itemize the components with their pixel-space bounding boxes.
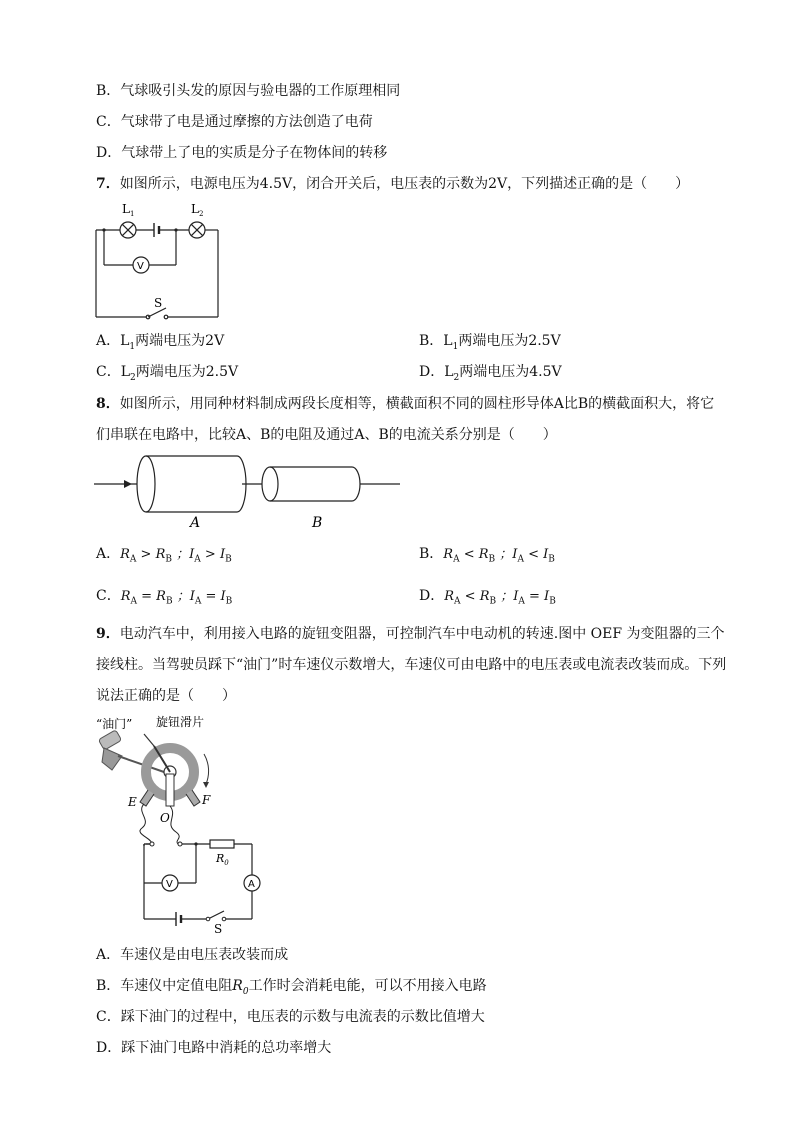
rotary-rheostat-icon: [140, 734, 209, 806]
q9-label-pedal: “油门”: [96, 717, 133, 731]
q9-label-slider: 旋钮滑片: [156, 715, 205, 729]
q9-stem-line-2: 接线柱。当驾驶员踩下“油门”时车速仪示数增大，车速仪可由电路中的电压表或电流表改装而成。下列: [96, 657, 727, 673]
q7-stem-text: 如图所示，电源电压为4.5V，闭合开关后，电压表的示数为2V，下列描述正确的是（ ）: [119, 176, 690, 192]
q7-label-l1: $L_1$: [122, 202, 135, 218]
ammeter-icon: A: [248, 879, 255, 890]
q7-label-switch: S: [154, 296, 163, 310]
q8-option-d: D．$R_A < R_B$ ；$I_A = I_B$: [419, 588, 556, 607]
q7-number: 7．: [96, 176, 120, 192]
q7-label-l2: $L_2$: [191, 202, 204, 218]
q8-option-a: A．$R_A > R_B$ ；$I_A > I_B$: [96, 546, 232, 565]
q8-label-a: A: [190, 515, 201, 531]
q7-option-d: D．$L_2$两端电压为4.5V: [419, 364, 562, 383]
q6-option-b: B．气球吸引头发的原因与验电器的工作原理相同: [96, 83, 401, 99]
q7-option-b: B．$L_1$两端电压为2.5V: [419, 333, 561, 352]
q8-conductor-diagram: [94, 452, 404, 532]
q8-label-b: B: [312, 515, 323, 531]
q8-stem-line-2: 们串联在电路中，比较A、B的电阻及通过A、B的电流关系分别是（ ）: [96, 427, 557, 443]
q7-option-a: A．$L_1$两端电压为2V: [96, 333, 225, 352]
q6-option-d: D．气球带上了电的实质是分子在物体间的转移: [96, 145, 388, 161]
q7-option-c: C．$L_2$两端电压为2.5V: [96, 364, 239, 383]
q9-label-e: E: [128, 795, 137, 809]
voltmeter-icon: V: [166, 879, 173, 890]
q8-option-c: C．$R_A = R_B$ ；$I_A = I_B$: [96, 588, 233, 607]
q9-rheostat-circuit-diagram: [92, 712, 272, 934]
q9-number: 9．: [96, 626, 120, 642]
q9-label-switch: S: [214, 922, 223, 936]
q9-option-c: C．踩下油门的过程中，电压表的示数与电流表的示数比值增大: [96, 1009, 485, 1025]
q9-option-b: B．车速仪中定值电阻$R_0$工作时会消耗电能，可以不用接入电路: [96, 978, 487, 997]
q8-option-b: B．$R_A < R_B$ ；$I_A < I_B$: [419, 546, 555, 565]
q9-label-r0: $R_0$: [216, 852, 229, 867]
q7-circuit-diagram: [90, 198, 230, 324]
q9-stem-line-1: 9．电动汽车中，利用接入电路的旋钮变阻器，可控制汽车中电动机的转速.图中 OEF 为变阻器的三个: [96, 626, 725, 642]
q9-option-d: D．踩下油门电路中消耗的总功率增大: [96, 1040, 332, 1056]
q8-stem-line-1: 8．如图所示，用同种材料制成两段长度相等，横截面积不同的圆柱形导体A比B的横截面积大，将它: [96, 396, 715, 412]
q9-stem-line-3: 说法正确的是（ ）: [96, 688, 236, 704]
voltmeter-icon: V: [137, 261, 144, 272]
q9-label-f: F: [202, 793, 211, 807]
q8-number: 8．: [96, 396, 120, 412]
q7-stem: [96, 174, 689, 194]
q9-label-o: O: [160, 811, 170, 825]
q9-option-a: A．车速仪是由电压表改装而成: [96, 947, 289, 963]
q6-option-c: C．气球带了电是通过摩擦的方法创造了电荷: [96, 114, 373, 130]
